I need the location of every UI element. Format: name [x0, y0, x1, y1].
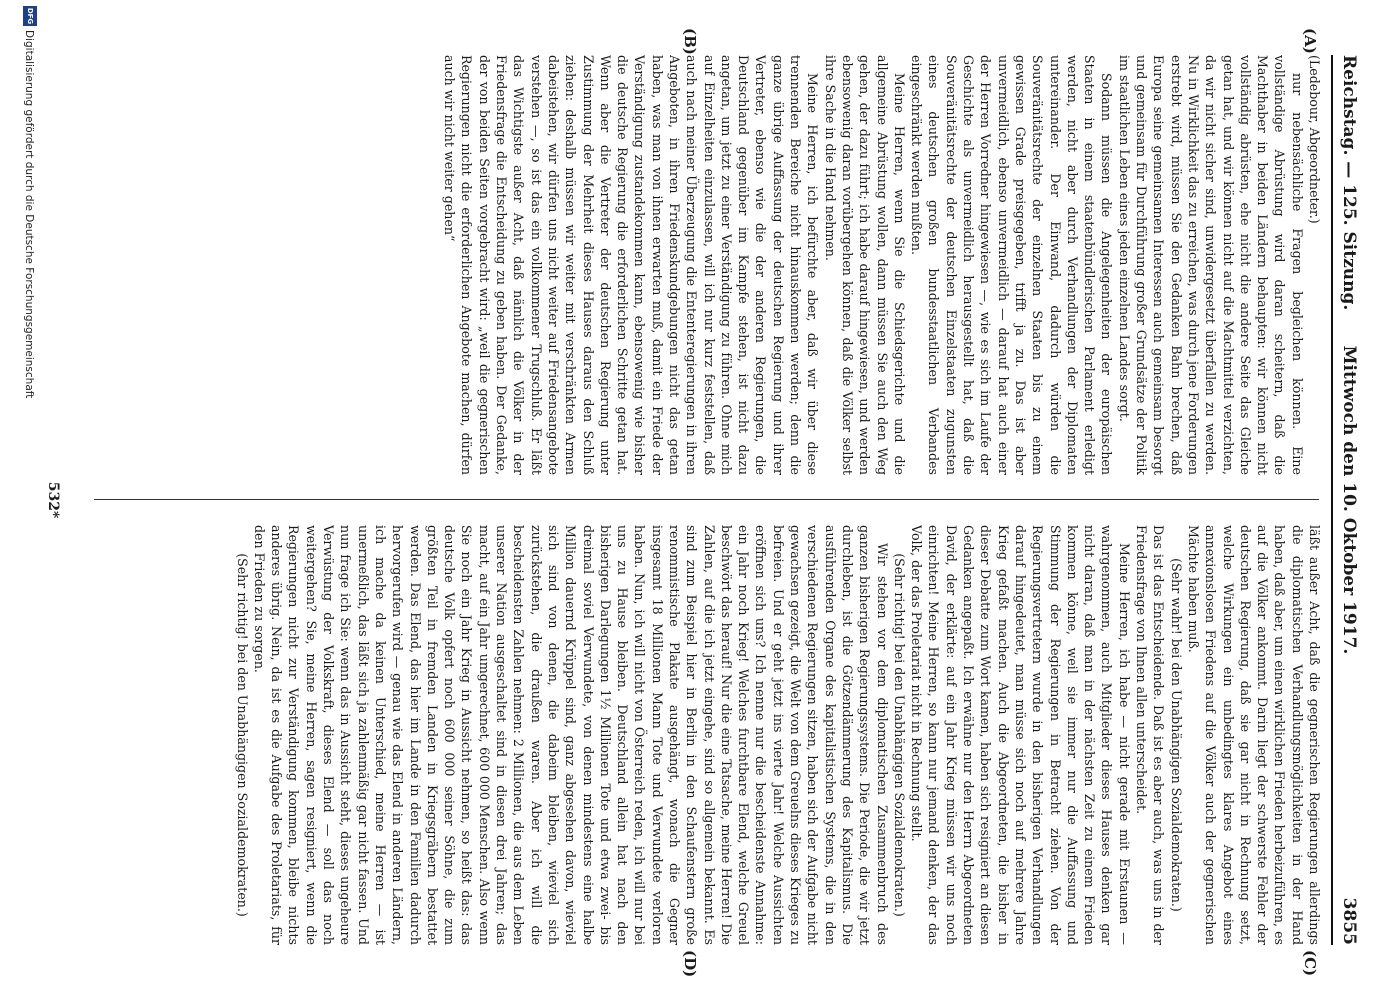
margin-marker-a: (A)	[1301, 28, 1319, 54]
header-session: Reichstag. — 125. Sitzung.	[1339, 55, 1359, 311]
paragraph: nur nebensächliche Fragen begleichen können. Eine vollständige Abrüstung wird daran scheitern, daß die Machthaber in beiden Ländern behaupten: wir können nicht vollständig abrüsten, ehe nicht die andere Seite das Gleiche getan hat, und wir können nicht auf die Machtmittel verzichten, da wir nicht sicher sind, unwidergesetzt überfallen zu werden. Nu in Wirklichkeit das zu erreichen, was durch jene Forderungen erstrebt wird, müssen Sie den Gedanken Bahn brechen, daß Europa seine gemeinsamen Interessen auch gemeinsam besorgt und gemeinsam für Durchführung großer Grundsätze der Politik im staatlichen Leben eines jeden einzelnen Landes sorgt.	[1116, 55, 1305, 475]
paragraph: Sodann müssen die Angelegenheiten der europäischen Staaten in einem staatenbündlerischen Parlament erledigt werden, nicht aber durch Verhandlungen der Diplomaten untereinander. Der Einwand, dadurch würden die Souveränitätsrechte der einzelnen Staaten bis zu einem gewissen Grade preisgegeben, trifft ja zu. Das ist aber unvermeidlich, ebenso unvermeidlich — darauf hat auch einer der Herren Vorredner hingewiesen —, wie es sich im Laufe der Geschichte als unvermeidlich herausgestellt hat, daß die Souveränitätsrechte der deutschen Einzelstaaten zugunsten eines deutschen großen bundesstaatlichen Verbandes eingeschränkt werden mußten.	[909, 55, 1115, 475]
dfg-logo: DFG	[23, 6, 37, 26]
footer-page-number: 532*	[45, 481, 61, 519]
paragraph: Meine Herren, ich befürchte aber, daß wir über diese trennenden Bereiche nicht hinauskommen werden; denn die ganze übrige Auffassung der deutschen Regierung und ihrer Vertreter, ebenso wie die der anderen Regierungen, die Deutschland gegenüber im Kampfe stehen, ist nicht dazu angetan, um jetzt zu einer Verständigung zu führen. Ohne mich auf Einzelheiten einzulassen, will ich nur kurz feststellen, daß auch nach meiner Überzeugung die Ententeregierungen in ihren Angeboten, in ihren Friedenskundgebungen nicht das getan haben, was man von ihnen erwarten muß, damit ein Friede der Verständigung zustandekommen kann, ebensowenig wie bisher die deutsche Regierung die erforderlichen Schritte getan hat. Wenn aber die Vertreter der deutschen Regierung unter Zustimmung der Mehrheit dieses Hauses daraus den Schluß ziehen: deshalb müssen wir weiter mit verschränkten Armen dabeistehen, wir dürfen uns nicht weiter auf Friedensangebote verstehen —, so ist das ein vollkommener Trugschluß. Er läßt das Wichtigste außer Acht, daß nämlich die Völker in der Friedensfrage die Entscheidung zu geben haben. Der Gedanke, der von beiden Seiten vorgebracht wird: „weil die gegnerischen Regierungen nicht die erforderlichen Angebote machen, dürfen auch wir nicht weiter gehen“	[442, 55, 821, 475]
header-page-number: 3855	[1339, 897, 1359, 945]
paragraph: läßt außer Acht, daß die gegnerischen Regierungen allerdings die diplomatischen Verhandlungsmöglichkeiten in der Hand haben, daß aber, um einen wirklichen Frieden herbeizuführen, es auf die Völker ankommt. Darin liegt der schwerste Fehler der deutschen Regierung, daß sie gar nicht in Rechnung setzt, welche Wirkungen ein unbedingtes klares Angebot eines annexionslosen Friedens auf die Völker auch der gegnerischen Mächte haben muß.	[1185, 525, 1322, 945]
interjection: (Sehr richtig! bei den Unabhängigen Sozialdemokraten.)	[234, 553, 250, 917]
page-header	[1331, 55, 1361, 945]
interjection: (Sehr richtig! bei den Unabhängigen Sozialdemokraten.)	[891, 553, 907, 917]
margin-marker-b: (B)	[681, 28, 699, 55]
left-text-column	[93, 55, 1323, 475]
header-date: Mittwoch den 10. Oktober 1917.	[1339, 345, 1359, 655]
speaker-label: (Ledebour, Abgeordneter.)	[1307, 55, 1322, 224]
interjection: (Sehr wahr! bei den Unabhängigen Sozialdemokraten.)	[1168, 558, 1184, 912]
digitization-note: Digitalisierung gefördert durch die Deutsche Forschungsgemeinschaft	[23, 30, 35, 399]
margin-marker-d: (D)	[681, 950, 699, 978]
margin-marker-c: (C)	[1301, 950, 1319, 977]
right-text-column	[93, 525, 1323, 945]
paragraph: Das ist das Entscheidende. Daß ist es aber auch, was uns in der Friedensfrage von Ihnen allen unterscheidet.	[1134, 525, 1167, 945]
paragraph: Meine Herren, wenn Sie die Schiedsgerichte und die allgemeine Abrüstung wollen, dann müssen Sie auch den Weg gehen, der dazu führt; ich habe darauf hingewiesen, und werden ebensowenig daran vorübergehen können, daß die Völker selbst ihre Sache in die Hand nehmen.	[822, 55, 907, 475]
paragraph: Meine Herren, ich habe — nicht gerade mit Erstaunen — wahrgenommen, auch Mitglieder dieses Hauses denken gar nicht daran, daß man in der nächsten Zeit zu einem Frieden kommen könne, weil sie immer nur die Auffassung und Stimmung der Regierungen in Betracht ziehen. Von der Regierungsvertretern wurde in den bisherigen Verhandlungen darauf hingedeutet, man müsse sich noch auf mehrere Jahre Krieg gefaßt machen. Auch die Abgeordneten, die bisher in dieser Debatte zum Wort kamen, haben sich resigniert an diesen Gedanken angepaßt. Ich erwähne nur den Herrn Abgeordneten David, der erklärte: auf ein Jahr Krieg müssen wir uns noch einrichten! Meine Herren, so kann nur jemand denken, der das Volk, der das Proletariat nicht in Rechnung stellt.	[909, 525, 1132, 945]
paragraph: Wir stehen vor dem diplomatischen Zusammenbruch des ganzen bisherigen Regierungssystems. Die Periode, die wir jetzt durchleben, ist die Götzendämmerung des Kapitalismus. Die ausführenden Organe des kapitalistischen Systems, die in den verschiedenen Regierungen sitzen, haben sich der Aufgabe nicht gewachsen gezeigt, die Welt von dem Greuelns dieses Krieges zu befreien. Und er geht jetzt ins vierte Jahr! Welche Aussichten eröffnen sich uns? Ich nenne nur die bescheidenste Annahme: ein Jahr noch Krieg! Welches furchtbare Elend, welche Greuel beschwört das herauf! Nur die eine Tatsache, meine Herren! Die Zahlen, auf die ich jetzt eingehe, sind so allgemein bekannt. Es sind zum Beispiel hier in Berlin in den Schaufenstern große renommistische Plakate ausgehängt, wonach die Gegner insgesamt 18 Millionen Mann Tote und Verwundete verloren haben. Nun, ich will nicht von Österreich reden, ich will nur bei uns zu Hause bleiben. Deutschland allein hat nach den bisherigen Darlegungen 1½ Millionen Tote und etwa zwei- bis dreimal soviel Verwundete, von denen mindestens eine halbe Million dauernd Krüppel sind, ganz abgesehen davon, wieviel sich sind von denen, die dabeim bleiben, wieviel sich zurückstehen, die draußen waren. Aber ich will die bescheidensten Zahlen nehmen: 2 Millionen, die aus dem Leben unserer Nation ausgeschaltet sind in diesen drei Jahren; das macht, auf ein Jahr umgerechnet, 600 000 Menschen. Also wenn Sie noch ein Jahr Krieg in Aussicht nehmen, so heißt das: das deutsche Volk opfert noch 600 000 seiner Söhne, die zum größten Teil in fremden Landen in Kriegsgräbern bestattet werden. Das Elend, das hier im Lande in den Familien dadurch hervorgerufen wird — genau wie das Elend in anderen Ländern, ich mache da keinen Unterschied, meine Herren — ist unermeßlich, das läßt sich ja zahlenmäßig gar nicht fassen. Und nun frage ich Sie: wenn das in Aussicht steht, dieses ungeheure Verwüstung der Volkskraft, dieses Elend — soll das noch weitergehen? Sie, meine Herren, sagen resigniert, wenn die Regierungen nicht zur Verständigung kommen, bleibe nichts anderes übrig. Nein, da ist es die Aufgabe des Proletariats, für den Frieden zu sorgen.	[251, 525, 890, 945]
column-divider	[94, 499, 1319, 500]
